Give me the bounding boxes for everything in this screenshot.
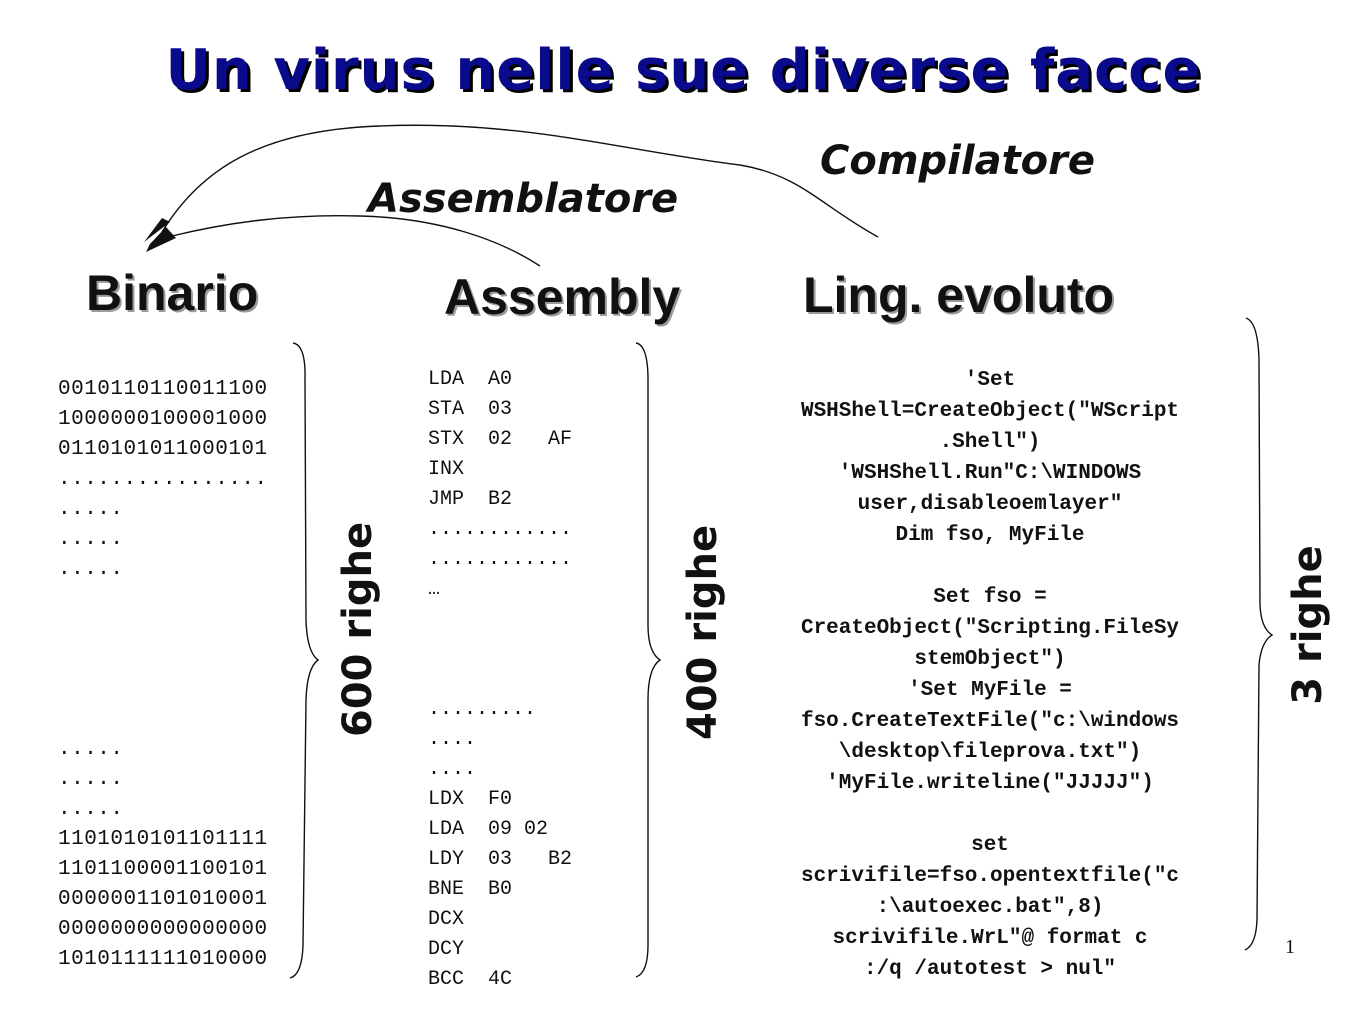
code-line: .... [428,758,477,781]
code-line: BCC 4C [428,968,513,991]
code-line: ..... [58,768,124,791]
code-line: 1101100001100101 [58,858,268,881]
code-line: 'MyFile.writeline("JJJJJ") [826,772,1154,795]
code-line: .Shell") [939,431,1041,454]
code-line: :/q /autotest > nul" [863,958,1117,981]
code-line: ............ [428,548,573,571]
arrowhead [146,227,176,252]
code-line: ......... [428,698,537,721]
binary-count-label: 600 righe [335,521,381,737]
code-line: 0000001101010001 [58,888,268,911]
compiler-label: Compilatore [820,138,1096,184]
code-line: INX [428,458,465,481]
code-line: scrivifile=fso.opentextfile("c [800,865,1180,888]
assembly-bottom-block [428,695,572,995]
code-line [760,551,1220,582]
code-line: fso.CreateTextFile("c:\windows [800,710,1180,733]
brace-binary [290,343,318,978]
code-line: ................ [58,468,268,491]
high-level-code-block [760,365,1220,985]
high-level-count-label: 3 righe [1285,545,1331,705]
code-line: stemObject") [914,648,1066,671]
code-line: STX 02 AF [428,428,573,451]
code-line: user,disableoemlayer" [857,493,1123,516]
code-line: LDA 09 02 [428,818,549,841]
code-line: LDA A0 [428,368,513,391]
code-line: Set fso = [933,586,1047,609]
code-line: STA 03 [428,398,513,421]
code-line: ..... [58,558,124,581]
code-line: JMP B2 [428,488,513,511]
binary-top-block [58,375,268,585]
code-line: Dim fso, MyFile [895,524,1085,547]
code-line: :\autoexec.bat",8) [876,896,1104,919]
code-line: ..... [58,528,124,551]
code-line: BNE B0 [428,878,513,901]
code-line: .... [428,728,477,751]
code-line: \desktop\fileprova.txt") [838,741,1142,764]
code-line: 0110101011000101 [58,438,268,461]
binary-heading: Binario [86,265,259,321]
code-line: scrivifile.WrL"@ format c [832,927,1148,950]
code-line: 0000000000000000 [58,918,268,941]
slide-title: Un virus nelle sue diverse facce [165,38,1202,103]
brace-high-level [1245,318,1272,950]
page-number: 1 [1285,936,1295,958]
code-line: ..... [58,798,124,821]
code-line: 1010111111010000 [58,948,268,971]
code-line: 1101010101101111 [58,828,268,851]
code-line: 'Set MyFile = [908,679,1072,702]
code-line: LDY 03 B2 [428,848,573,871]
high-level-heading: Ling. evoluto [803,267,1115,323]
code-line: 1000000100001000 [58,408,268,431]
code-line [760,799,1220,830]
code-line: LDX F0 [428,788,513,811]
code-line: … [428,578,441,601]
assembler-arrow [172,216,540,266]
code-line: DCY [428,938,465,961]
binary-bottom-block [58,735,268,975]
assembler-label: Assemblatore [368,176,679,222]
code-line: ..... [58,498,124,521]
code-line: 'Set [964,369,1016,392]
code-line: DCX [428,908,465,931]
assembly-heading: Assembly [444,269,681,325]
code-line: CreateObject("Scripting.FileSy [800,617,1180,640]
brace-assembly [636,343,660,977]
code-line: 'WSHShell.Run"C:\WINDOWS [838,462,1142,485]
code-line: WSHShell=CreateObject("WScript [800,400,1180,423]
assembly-count-label: 400 righe [680,524,726,740]
code-line: 0010110110011100 [58,378,268,401]
code-line: ............ [428,518,573,541]
assembly-top-block [428,365,572,605]
code-line: ..... [58,738,124,761]
code-line: set [971,834,1009,857]
